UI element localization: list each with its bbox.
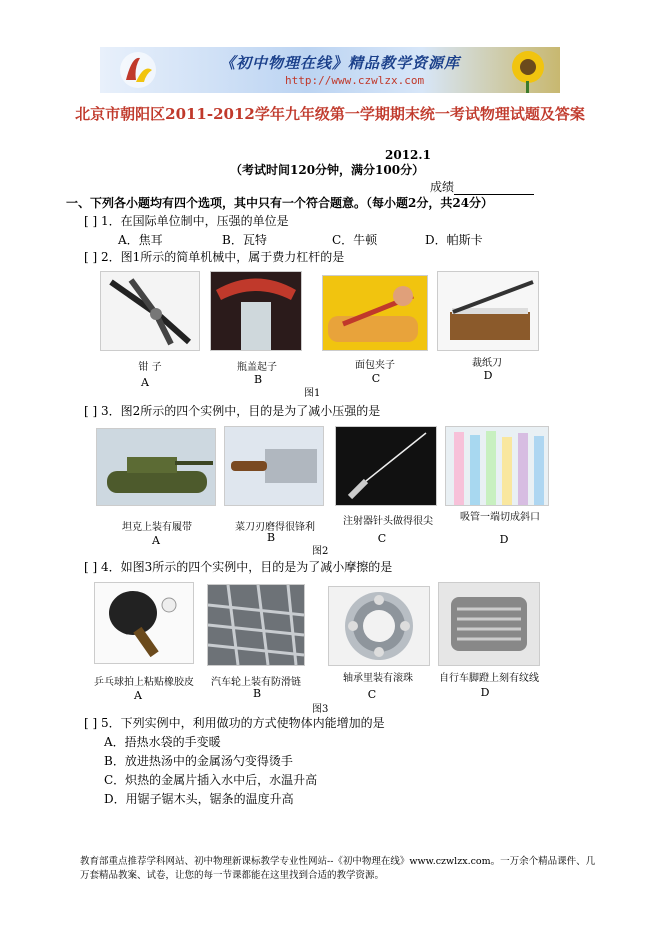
q5-option-a[interactable]: A．捂热水袋的手变暖: [104, 735, 221, 749]
q3-letter-b[interactable]: B: [266, 531, 276, 544]
banner-url[interactable]: http://www.czwlzx.com: [285, 74, 425, 87]
pliers-icon: [101, 272, 199, 350]
q4-stem: [ ] 4．如图3所示的四个实例中，目的是为了减小摩擦的是: [84, 560, 393, 574]
q5-option-d[interactable]: D．用锯子锯木头，锯条的温度升高: [104, 792, 294, 806]
q2-letter-d[interactable]: D: [483, 369, 493, 382]
figure-1-label: 图1: [304, 388, 321, 399]
syringe-image[interactable]: [335, 426, 437, 506]
q2-caption-c: 面包夹子: [355, 360, 395, 371]
bread-tongs-image[interactable]: [322, 275, 428, 351]
q2-caption-b: 瓶盖起子: [237, 362, 277, 373]
q1-stem: [ ] 1．在国际单位制中，压强的单位是: [84, 214, 289, 228]
tank-image[interactable]: [96, 428, 216, 506]
pliers-image[interactable]: [100, 271, 200, 351]
q4-letter-c[interactable]: C: [367, 688, 377, 701]
q3-caption-b: 菜刀刃磨得很锋利: [235, 522, 315, 533]
score-field[interactable]: [430, 178, 534, 195]
q3-caption-c: 注射器针头做得很尖: [343, 516, 433, 527]
q1-option-d[interactable]: D．帕斯卡: [425, 233, 483, 247]
paper-cutter-icon: [438, 272, 538, 350]
q1-option-a[interactable]: A．焦耳: [118, 233, 163, 247]
score-label: 成绩: [430, 180, 455, 194]
exam-date: 2012.1: [385, 148, 431, 162]
banner-title: 《初中物理在线》精品教学资源库: [220, 54, 461, 72]
page-title: 北京市朝阳区2011-2012学年九年级第一学期期末统一考试物理试题及答案: [75, 105, 585, 123]
ball-bearing-icon: [329, 587, 429, 665]
q2-letter-c[interactable]: C: [371, 372, 381, 385]
q4-caption-b: 汽车轮上装有防滑链: [211, 677, 301, 688]
tank-icon: [97, 429, 215, 505]
straws-icon: [446, 427, 548, 505]
bread-tongs-icon: [323, 276, 427, 350]
header-banner: [100, 47, 560, 93]
q2-letter-a[interactable]: A: [141, 376, 149, 389]
snow-chain-icon: [208, 585, 304, 665]
q3-stem: [ ] 3．图2所示的四个实例中，目的是为了减小压强的是: [84, 404, 381, 418]
q1-option-b[interactable]: B．瓦特: [222, 233, 267, 247]
q5-option-b[interactable]: B．放进热汤中的金属汤勺变得烫手: [104, 754, 293, 768]
exam-time-info: （考试时间120分钟，满分100分）: [230, 163, 425, 177]
q4-caption-a: 乒乓球拍上粘贴橡胶皮: [94, 677, 194, 688]
q4-letter-b[interactable]: B: [252, 687, 262, 700]
q3-caption-d: 吸管一端切成斜口: [460, 512, 540, 523]
ping-pong-paddle-icon: [95, 583, 193, 663]
q2-caption-a: 钳 子: [138, 362, 162, 373]
bottle-opener-image[interactable]: [210, 271, 302, 351]
q4-letter-a[interactable]: A: [134, 689, 142, 702]
footer-notice: 教育部重点推荐学科网站、初中物理新课标教学专业性网站--《初中物理在线》www.czwlzx.com。一万余个精品课件、几万套精品教案、试卷，让您的每一节课都能在这里找到合适的教学资源。: [80, 856, 596, 881]
q3-caption-a: 坦克上装有履带: [122, 522, 192, 533]
figure-2-label: 图2: [312, 546, 329, 557]
q3-letter-c[interactable]: C: [377, 532, 387, 545]
q3-letter-a[interactable]: A: [152, 534, 160, 547]
bike-pedal-image[interactable]: [438, 582, 540, 666]
cleaver-image[interactable]: [224, 426, 324, 506]
q4-caption-c: 轴承里装有滚珠: [343, 673, 413, 684]
q2-letter-b[interactable]: B: [253, 373, 263, 386]
paper-cutter-image[interactable]: [437, 271, 539, 351]
site-logo-icon: [118, 50, 158, 90]
q5-option-c[interactable]: C．炽热的金属片插入水中后，水温升高: [104, 773, 318, 787]
q2-stem: [ ] 2．图1所示的简单机械中，属于费力杠杆的是: [84, 250, 345, 264]
straws-image[interactable]: [445, 426, 549, 506]
bearing-image[interactable]: [328, 586, 430, 666]
figure-3-label: 图3: [312, 704, 329, 715]
syringe-needle-icon: [336, 427, 436, 505]
bike-pedal-icon: [439, 583, 539, 665]
ping-pong-paddle-image[interactable]: [94, 582, 194, 664]
snow-chain-image[interactable]: [207, 584, 305, 666]
q4-caption-d: 自行车脚蹬上刻有纹线: [439, 673, 539, 684]
q4-letter-d[interactable]: D: [480, 686, 490, 699]
cleaver-icon: [225, 427, 323, 505]
section-heading: 一、下列各小题均有四个选项，其中只有一个符合题意。（每小题2分，共24分）: [66, 196, 494, 210]
q1-option-c[interactable]: C．牛顿: [332, 233, 378, 247]
sunflower-icon: [494, 47, 554, 93]
q2-caption-d: 裁纸刀: [472, 358, 502, 369]
q5-stem: [ ] 5．下列实例中，利用做功的方式使物体内能增加的是: [84, 716, 385, 730]
q3-letter-d[interactable]: D: [499, 533, 509, 546]
bottle-opener-icon: [211, 272, 301, 350]
